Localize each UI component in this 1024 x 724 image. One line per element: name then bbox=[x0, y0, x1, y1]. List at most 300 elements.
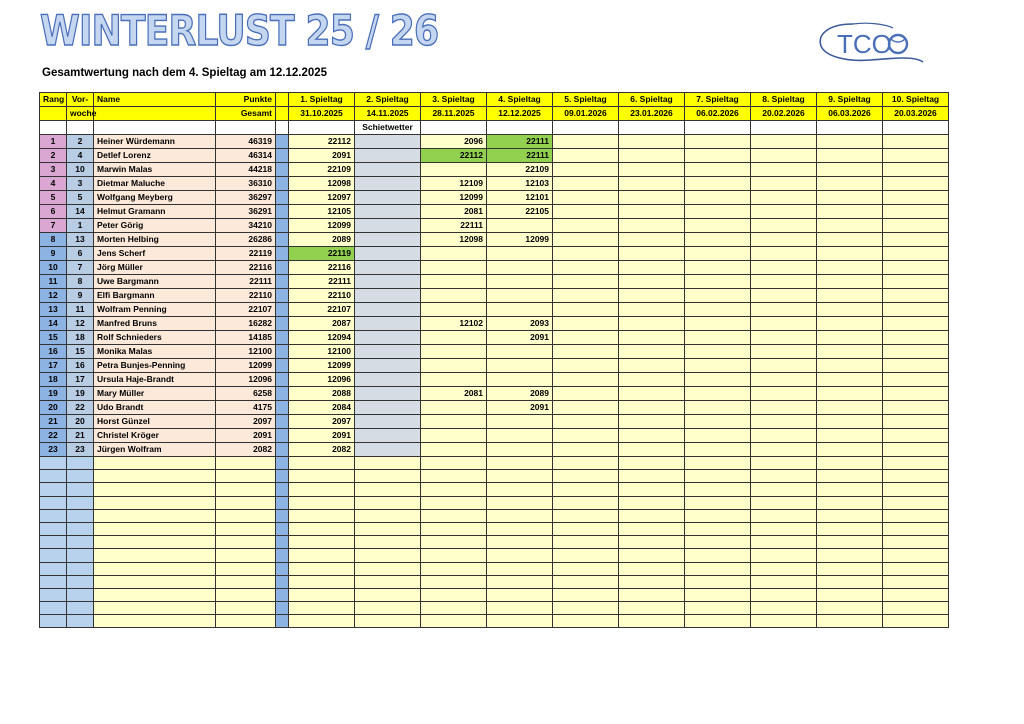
header-gesamt: Gesamt bbox=[216, 107, 276, 121]
spieltag-score bbox=[685, 317, 751, 331]
spieltag-score: 2091 bbox=[487, 331, 553, 345]
spieltag-score bbox=[817, 233, 883, 247]
spieltag-score bbox=[883, 359, 949, 373]
standings-table bbox=[39, 92, 949, 628]
spieltag-score bbox=[553, 317, 619, 331]
rank-cell bbox=[40, 536, 67, 549]
spacer-cell bbox=[276, 331, 289, 345]
total-points bbox=[216, 588, 276, 601]
prev-week-cell: 9 bbox=[67, 289, 94, 303]
prev-week-cell bbox=[67, 470, 94, 483]
spieltag-score bbox=[487, 429, 553, 443]
prev-week-cell: 15 bbox=[67, 345, 94, 359]
note-cell bbox=[421, 121, 487, 135]
player-name: Petra Bunjes-Penning bbox=[94, 359, 216, 373]
spieltag-score bbox=[685, 233, 751, 247]
player-name bbox=[94, 483, 216, 496]
spieltag-score bbox=[883, 549, 949, 562]
rank-cell: 9 bbox=[40, 247, 67, 261]
spacer-cell bbox=[276, 562, 289, 575]
rank-cell: 18 bbox=[40, 373, 67, 387]
spieltag-score bbox=[817, 483, 883, 496]
spieltag-score bbox=[553, 303, 619, 317]
spieltag-score bbox=[487, 219, 553, 233]
spacer-cell bbox=[276, 177, 289, 191]
spieltag-score bbox=[883, 588, 949, 601]
spieltag-score bbox=[355, 401, 421, 415]
spacer-cell bbox=[276, 261, 289, 275]
empty-row bbox=[40, 615, 949, 628]
spieltag-score bbox=[751, 509, 817, 522]
total-points: 22110 bbox=[216, 289, 276, 303]
spieltag-score bbox=[883, 457, 949, 470]
spieltag-score bbox=[553, 359, 619, 373]
spieltag-score bbox=[817, 163, 883, 177]
player-name: Peter Görig bbox=[94, 219, 216, 233]
spieltag-score bbox=[685, 177, 751, 191]
spieltag-score bbox=[289, 457, 355, 470]
table-row bbox=[40, 303, 949, 317]
total-points bbox=[216, 615, 276, 628]
spieltag-score bbox=[685, 536, 751, 549]
spieltag-score bbox=[685, 575, 751, 588]
spieltag-score: 2096 bbox=[421, 135, 487, 149]
spieltag-score bbox=[751, 496, 817, 509]
empty-row bbox=[40, 457, 949, 470]
spieltag-score bbox=[619, 233, 685, 247]
spieltag-score bbox=[883, 575, 949, 588]
table-row bbox=[40, 317, 949, 331]
spieltag-score bbox=[883, 443, 949, 457]
spacer-cell bbox=[276, 205, 289, 219]
spieltag-score: 12105 bbox=[289, 205, 355, 219]
spacer-cell bbox=[276, 415, 289, 429]
header-vorwoche: woche bbox=[67, 107, 94, 121]
spieltag-score bbox=[751, 575, 817, 588]
header-spieltag-label: 8. Spieltag bbox=[751, 93, 817, 107]
player-name: Ursula Haje-Brandt bbox=[94, 373, 216, 387]
prev-week-cell: 2 bbox=[67, 135, 94, 149]
player-name: Dietmar Maluche bbox=[94, 177, 216, 191]
total-points: 4175 bbox=[216, 401, 276, 415]
spacer-cell bbox=[276, 247, 289, 261]
rank-cell bbox=[40, 457, 67, 470]
spieltag-score bbox=[553, 415, 619, 429]
spieltag-score bbox=[289, 588, 355, 601]
table-row bbox=[40, 247, 949, 261]
table-row bbox=[40, 219, 949, 233]
spacer-cell bbox=[276, 549, 289, 562]
spieltag-score bbox=[355, 615, 421, 628]
total-points: 46319 bbox=[216, 135, 276, 149]
spieltag-score bbox=[751, 219, 817, 233]
rank-cell: 21 bbox=[40, 415, 67, 429]
spieltag-score bbox=[817, 275, 883, 289]
spieltag-score bbox=[751, 443, 817, 457]
spieltag-score bbox=[553, 373, 619, 387]
spacer-cell bbox=[276, 522, 289, 535]
rank-cell: 1 bbox=[40, 135, 67, 149]
spieltag-score bbox=[883, 602, 949, 615]
prev-week-cell bbox=[67, 562, 94, 575]
spieltag-score bbox=[487, 496, 553, 509]
spieltag-score bbox=[355, 536, 421, 549]
prev-week-cell: 22 bbox=[67, 401, 94, 415]
total-points bbox=[216, 575, 276, 588]
player-name: Mary Müller bbox=[94, 387, 216, 401]
rank-cell bbox=[40, 509, 67, 522]
spieltag-score bbox=[619, 429, 685, 443]
note-cell bbox=[685, 121, 751, 135]
total-points: 2082 bbox=[216, 443, 276, 457]
spieltag-score bbox=[355, 163, 421, 177]
spieltag-score bbox=[685, 496, 751, 509]
spacer-cell bbox=[276, 359, 289, 373]
spieltag-score bbox=[553, 509, 619, 522]
spieltag-score bbox=[619, 575, 685, 588]
prev-week-cell: 23 bbox=[67, 443, 94, 457]
spieltag-score bbox=[355, 135, 421, 149]
spacer-cell bbox=[276, 233, 289, 247]
header-spieltag-date: 20.03.2026 bbox=[883, 107, 949, 121]
spieltag-score bbox=[355, 289, 421, 303]
spieltag-score bbox=[553, 261, 619, 275]
spieltag-score bbox=[619, 536, 685, 549]
total-points: 2091 bbox=[216, 429, 276, 443]
table-row bbox=[40, 443, 949, 457]
table-row bbox=[40, 401, 949, 415]
spieltag-score bbox=[817, 429, 883, 443]
note-cell bbox=[67, 121, 94, 135]
spieltag-score bbox=[553, 205, 619, 219]
table-row bbox=[40, 275, 949, 289]
empty-row bbox=[40, 496, 949, 509]
spieltag-score bbox=[751, 562, 817, 575]
table-row bbox=[40, 205, 949, 219]
rank-cell bbox=[40, 470, 67, 483]
rank-cell: 15 bbox=[40, 331, 67, 345]
spieltag-score bbox=[817, 303, 883, 317]
spieltag-score: 22111 bbox=[487, 149, 553, 163]
player-name: Jens Scherf bbox=[94, 247, 216, 261]
spieltag-score bbox=[685, 331, 751, 345]
prev-week-cell: 8 bbox=[67, 275, 94, 289]
spieltag-score bbox=[817, 443, 883, 457]
spieltag-score bbox=[685, 359, 751, 373]
spieltag-score bbox=[553, 331, 619, 345]
spacer-cell bbox=[276, 483, 289, 496]
spieltag-score bbox=[751, 415, 817, 429]
empty-row bbox=[40, 575, 949, 588]
spieltag-score bbox=[817, 247, 883, 261]
spieltag-score bbox=[553, 575, 619, 588]
spieltag-score bbox=[421, 163, 487, 177]
spieltag-score bbox=[883, 331, 949, 345]
total-points bbox=[216, 536, 276, 549]
prev-week-cell bbox=[67, 588, 94, 601]
spieltag-score: 2087 bbox=[289, 317, 355, 331]
spieltag-score bbox=[751, 135, 817, 149]
spieltag-score bbox=[619, 163, 685, 177]
spieltag-score: 22111 bbox=[421, 219, 487, 233]
spacer-cell bbox=[276, 509, 289, 522]
total-points: 12099 bbox=[216, 359, 276, 373]
header-spieltag-label: 4. Spieltag bbox=[487, 93, 553, 107]
spieltag-score bbox=[421, 373, 487, 387]
spieltag-score bbox=[619, 373, 685, 387]
spieltag-score bbox=[685, 275, 751, 289]
spieltag-score: 12098 bbox=[289, 177, 355, 191]
spieltag-score bbox=[751, 163, 817, 177]
spieltag-score: 22109 bbox=[487, 163, 553, 177]
prev-week-cell: 5 bbox=[67, 191, 94, 205]
rank-cell: 14 bbox=[40, 317, 67, 331]
rank-cell: 16 bbox=[40, 345, 67, 359]
spieltag-score bbox=[421, 247, 487, 261]
player-name bbox=[94, 549, 216, 562]
spieltag-score: 22105 bbox=[487, 205, 553, 219]
spieltag-score bbox=[355, 247, 421, 261]
schietwetter-note: Schietwetter bbox=[355, 121, 421, 135]
spieltag-score bbox=[421, 588, 487, 601]
note-row bbox=[40, 121, 949, 135]
prev-week-cell: 13 bbox=[67, 233, 94, 247]
spieltag-score bbox=[421, 562, 487, 575]
spieltag-score bbox=[751, 149, 817, 163]
spieltag-score bbox=[487, 549, 553, 562]
prev-week-cell bbox=[67, 536, 94, 549]
player-name bbox=[94, 457, 216, 470]
rank-cell bbox=[40, 496, 67, 509]
spieltag-score bbox=[883, 317, 949, 331]
spieltag-score bbox=[355, 261, 421, 275]
spieltag-score bbox=[685, 415, 751, 429]
spieltag-score: 2082 bbox=[289, 443, 355, 457]
spieltag-score bbox=[817, 536, 883, 549]
spieltag-score bbox=[553, 429, 619, 443]
prev-week-cell bbox=[67, 615, 94, 628]
player-name bbox=[94, 602, 216, 615]
spieltag-score bbox=[355, 415, 421, 429]
prev-week-cell: 20 bbox=[67, 415, 94, 429]
player-name: Monika Malas bbox=[94, 345, 216, 359]
spieltag-score bbox=[355, 191, 421, 205]
prev-week-cell bbox=[67, 457, 94, 470]
rank-cell: 3 bbox=[40, 163, 67, 177]
spieltag-score: 22112 bbox=[289, 135, 355, 149]
spieltag-score bbox=[751, 470, 817, 483]
spieltag-score bbox=[817, 177, 883, 191]
spieltag-score bbox=[553, 387, 619, 401]
spieltag-score bbox=[619, 303, 685, 317]
spieltag-score: 12097 bbox=[289, 191, 355, 205]
spacer-cell bbox=[276, 575, 289, 588]
table-row bbox=[40, 177, 949, 191]
spieltag-score bbox=[553, 615, 619, 628]
total-points bbox=[216, 496, 276, 509]
total-points: 36291 bbox=[216, 205, 276, 219]
spieltag-score bbox=[487, 522, 553, 535]
spieltag-score bbox=[817, 575, 883, 588]
total-points: 22111 bbox=[216, 275, 276, 289]
spieltag-score bbox=[421, 615, 487, 628]
empty-row bbox=[40, 588, 949, 601]
spieltag-score bbox=[685, 261, 751, 275]
spieltag-score bbox=[421, 345, 487, 359]
spieltag-score bbox=[685, 163, 751, 177]
spieltag-score: 12103 bbox=[487, 177, 553, 191]
header-spieltag-label: 10. Spieltag bbox=[883, 93, 949, 107]
spieltag-score: 22116 bbox=[289, 261, 355, 275]
spieltag-score bbox=[355, 177, 421, 191]
spieltag-score bbox=[487, 575, 553, 588]
spieltag-score bbox=[553, 401, 619, 415]
table-row bbox=[40, 387, 949, 401]
spieltag-score bbox=[685, 602, 751, 615]
spieltag-score bbox=[817, 602, 883, 615]
rank-cell: 12 bbox=[40, 289, 67, 303]
rank-cell bbox=[40, 483, 67, 496]
table-row bbox=[40, 345, 949, 359]
spieltag-score bbox=[817, 373, 883, 387]
spieltag-score bbox=[685, 303, 751, 317]
spieltag-score bbox=[685, 373, 751, 387]
spieltag-score bbox=[487, 588, 553, 601]
header-spieltag-label: 3. Spieltag bbox=[421, 93, 487, 107]
spieltag-score: 12096 bbox=[289, 373, 355, 387]
player-name: Helmut Gramann bbox=[94, 205, 216, 219]
spieltag-score bbox=[619, 345, 685, 359]
spieltag-score bbox=[883, 522, 949, 535]
table-row bbox=[40, 149, 949, 163]
player-name: Rolf Schnieders bbox=[94, 331, 216, 345]
spieltag-score bbox=[355, 602, 421, 615]
spieltag-score bbox=[355, 588, 421, 601]
spieltag-score bbox=[553, 163, 619, 177]
header-spieltag-date: 12.12.2025 bbox=[487, 107, 553, 121]
total-points: 26286 bbox=[216, 233, 276, 247]
spieltag-score bbox=[685, 219, 751, 233]
spieltag-score bbox=[619, 483, 685, 496]
spacer-cell bbox=[276, 289, 289, 303]
spieltag-score bbox=[619, 289, 685, 303]
spieltag-score bbox=[817, 509, 883, 522]
player-name: Wolfram Penning bbox=[94, 303, 216, 317]
player-name: Uwe Bargmann bbox=[94, 275, 216, 289]
spieltag-score bbox=[817, 317, 883, 331]
spieltag-score bbox=[685, 483, 751, 496]
spieltag-score bbox=[685, 429, 751, 443]
empty-row bbox=[40, 562, 949, 575]
player-name: Manfred Bruns bbox=[94, 317, 216, 331]
spieltag-score bbox=[553, 483, 619, 496]
spieltag-score bbox=[487, 536, 553, 549]
spieltag-score bbox=[289, 615, 355, 628]
rank-cell bbox=[40, 602, 67, 615]
total-points: 22107 bbox=[216, 303, 276, 317]
spacer-cell bbox=[276, 149, 289, 163]
spieltag-score bbox=[883, 275, 949, 289]
spieltag-score bbox=[421, 549, 487, 562]
spieltag-score bbox=[883, 615, 949, 628]
empty-row bbox=[40, 522, 949, 535]
total-points bbox=[216, 602, 276, 615]
spieltag-score bbox=[619, 331, 685, 345]
header-spieltag-label: 7. Spieltag bbox=[685, 93, 751, 107]
table-row bbox=[40, 233, 949, 247]
note-cell bbox=[94, 121, 216, 135]
player-name: Christel Kröger bbox=[94, 429, 216, 443]
spieltag-score bbox=[751, 429, 817, 443]
spieltag-score bbox=[619, 509, 685, 522]
spieltag-score bbox=[751, 522, 817, 535]
spieltag-score bbox=[421, 331, 487, 345]
spieltag-score bbox=[355, 303, 421, 317]
player-name bbox=[94, 575, 216, 588]
spacer-cell bbox=[276, 303, 289, 317]
rank-cell: 2 bbox=[40, 149, 67, 163]
prev-week-cell: 14 bbox=[67, 205, 94, 219]
spieltag-score bbox=[817, 359, 883, 373]
spieltag-score bbox=[421, 509, 487, 522]
spacer-cell bbox=[276, 387, 289, 401]
player-name: Heiner Würdemann bbox=[94, 135, 216, 149]
total-points: 6258 bbox=[216, 387, 276, 401]
spieltag-score bbox=[421, 496, 487, 509]
note-cell bbox=[883, 121, 949, 135]
spieltag-score bbox=[553, 457, 619, 470]
spieltag-score: 2097 bbox=[289, 415, 355, 429]
rank-cell: 13 bbox=[40, 303, 67, 317]
spieltag-score bbox=[685, 205, 751, 219]
player-name bbox=[94, 496, 216, 509]
spieltag-score bbox=[883, 135, 949, 149]
spieltag-score bbox=[619, 470, 685, 483]
spieltag-score bbox=[685, 549, 751, 562]
spacer-cell bbox=[276, 317, 289, 331]
rank-cell: 5 bbox=[40, 191, 67, 205]
spieltag-score bbox=[817, 496, 883, 509]
spieltag-score bbox=[685, 247, 751, 261]
spieltag-score bbox=[817, 387, 883, 401]
empty-row bbox=[40, 470, 949, 483]
spieltag-score bbox=[355, 233, 421, 247]
spieltag-score bbox=[355, 429, 421, 443]
spieltag-score bbox=[619, 443, 685, 457]
spieltag-score: 2089 bbox=[289, 233, 355, 247]
spieltag-score bbox=[421, 443, 487, 457]
prev-week-cell bbox=[67, 602, 94, 615]
header-vor: Vor- bbox=[67, 93, 94, 107]
spieltag-score bbox=[289, 496, 355, 509]
spacer-cell bbox=[276, 219, 289, 233]
spieltag-score bbox=[553, 149, 619, 163]
spieltag-score bbox=[883, 247, 949, 261]
spieltag-score bbox=[355, 443, 421, 457]
spieltag-score bbox=[883, 429, 949, 443]
spieltag-score bbox=[883, 191, 949, 205]
spieltag-score bbox=[355, 149, 421, 163]
rank-cell: 8 bbox=[40, 233, 67, 247]
spieltag-score bbox=[487, 289, 553, 303]
spieltag-score bbox=[817, 331, 883, 345]
total-points: 22119 bbox=[216, 247, 276, 261]
spieltag-score bbox=[289, 602, 355, 615]
spieltag-score bbox=[355, 387, 421, 401]
spieltag-score bbox=[751, 177, 817, 191]
spieltag-score bbox=[751, 401, 817, 415]
spieltag-score bbox=[487, 509, 553, 522]
